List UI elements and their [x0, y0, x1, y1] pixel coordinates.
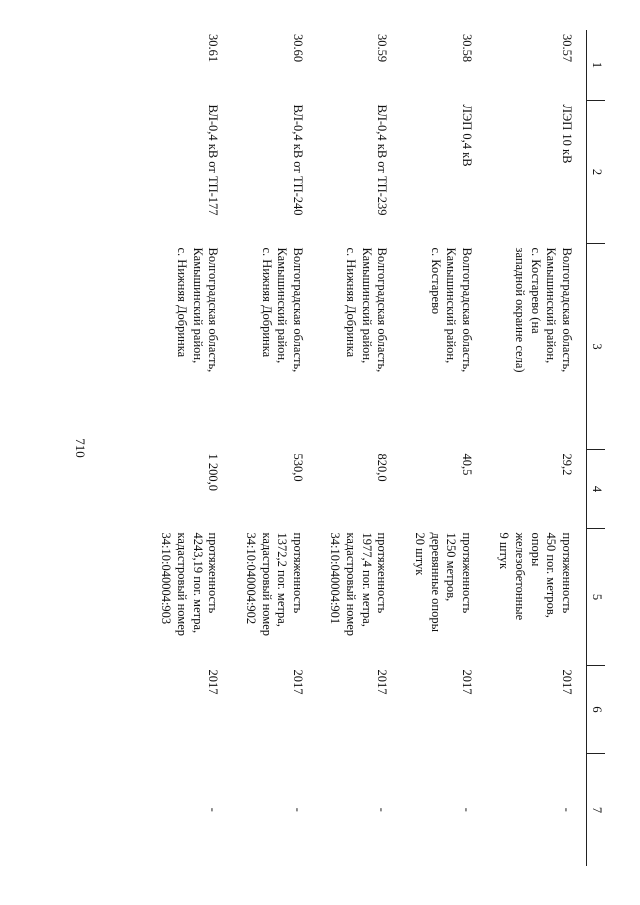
object-name: ВЛ-0,4 кВ от ТП-240: [290, 104, 305, 216]
row-number: 30.57: [560, 34, 574, 63]
table-row: [486, 30, 587, 866]
row-number: 30.60: [290, 34, 305, 63]
object-name: ЛЭП 10 кВ: [560, 104, 574, 164]
object-note: -: [290, 807, 305, 812]
object-address: Волгоградская область, Камышинский район, с. Костарево (на западной окраине села): [513, 247, 574, 373]
column-header-6: 6: [587, 666, 606, 754]
page-number: 710: [73, 438, 88, 458]
object-year: 2017: [459, 669, 474, 695]
object-address: Волгоградская область, Камышинский район, с. Нижняя Добринка: [259, 247, 305, 373]
object-address: Волгоградская область, Камышинский район, с. Нижняя Добринка: [175, 247, 221, 373]
row-number: 30.58: [459, 34, 474, 63]
object-name: ВЛ-0,4 кВ от ТП-177: [206, 104, 221, 216]
object-name: ЛЭП 0,4 кВ: [459, 104, 474, 167]
object-value: 1 200,0: [206, 453, 221, 491]
object-description: протяженность 450 пог. метров, опоры железобетонные 9 штук: [497, 532, 574, 621]
column-header-3: 3: [587, 244, 606, 450]
object-value: 820,0: [375, 453, 390, 482]
column-header-1: 1: [587, 30, 606, 101]
object-description: протяженность 1250 метров, деревянные опоры 20 штук: [413, 532, 474, 632]
row-number: 30.59: [375, 34, 390, 63]
header-row: [587, 30, 606, 866]
row-number: 30.61: [206, 34, 221, 63]
object-year: 2017: [560, 669, 574, 695]
object-description: протяженность 1977,4 пог. метра, кадастровый номер 34:10:040004:901: [328, 532, 390, 637]
object-year: 2017: [375, 669, 390, 695]
rotated-table-container: [85, 30, 605, 860]
property-table: [148, 30, 605, 866]
table-row: [317, 30, 402, 866]
object-note: -: [206, 807, 221, 812]
object-value: 29,2: [560, 453, 574, 476]
object-address: Волгоградская область, Камышинский район, с. Костарево: [428, 247, 474, 373]
object-year: 2017: [290, 669, 305, 695]
object-note: -: [560, 807, 574, 812]
object-note: -: [459, 807, 474, 812]
column-header-4: 4: [587, 450, 606, 529]
object-note: -: [375, 807, 390, 812]
column-header-2: 2: [587, 101, 606, 244]
object-name: ВЛ-0,4 кВ от ТП-239: [375, 104, 390, 216]
column-header-5: 5: [587, 529, 606, 666]
object-description: протяженность 4243,19 пог. метра, кадастровый номер 34:10:040004:903: [159, 532, 221, 637]
object-description: протяженность 1372,2 пог. метра, кадастровый номер 34:10:040004:902: [244, 532, 305, 637]
table-row: [401, 30, 486, 866]
object-address: Волгоградская область, Камышинский район, с. Нижняя Добринка: [344, 247, 390, 373]
table-row: [232, 30, 317, 866]
object-value: 40,5: [459, 453, 474, 476]
table-row: [148, 30, 233, 866]
object-value: 530,0: [290, 453, 305, 482]
column-header-7: 7: [587, 754, 606, 867]
object-year: 2017: [206, 669, 221, 695]
